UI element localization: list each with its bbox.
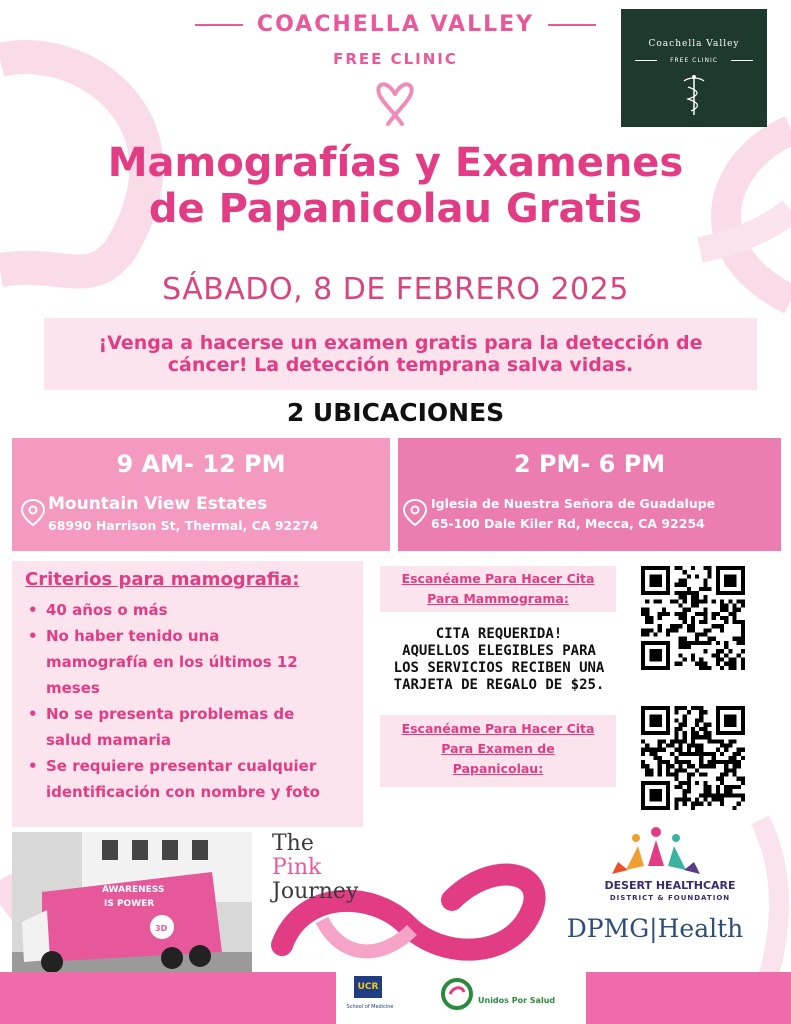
- notice-line: LOS SERVICIOS RECIBEN UNA: [393, 660, 605, 676]
- scan-mammogram-label: [380, 566, 616, 612]
- desert-healthcare-icon: [608, 826, 704, 876]
- pink-journey-logo: [272, 832, 382, 904]
- clinic-logo: [621, 9, 767, 127]
- pink-journey-word: Journey: [272, 879, 359, 904]
- heart-ribbon-icon: [372, 74, 418, 126]
- location-1-address: 68990 Harrison St, Thermal, CA 92274: [48, 518, 319, 533]
- location-1-name: Mountain View Estates: [48, 494, 268, 514]
- criteria-item-text: • No haber tenido una: [46, 627, 220, 645]
- banner-line1: ¡Venga a hacerse un examen gratis para la detección de: [98, 332, 703, 354]
- location-pin-icon: [402, 498, 428, 528]
- caduceus-icon: [681, 73, 707, 117]
- qr-code-pap[interactable]: [641, 706, 745, 810]
- qr-code-mammogram[interactable]: [641, 566, 745, 670]
- truck-text-2: IS POWER: [104, 899, 155, 909]
- main-title: [0, 140, 791, 232]
- logo-rule-left: [635, 60, 657, 61]
- main-title-line1: Mamografías y Examenes: [107, 140, 684, 186]
- criteria-item-text: salud mamaria: [46, 731, 171, 749]
- org-subtitle: FREE CLINIC: [333, 50, 458, 68]
- desert-healthcare-name: DESERT HEALTHCARE: [604, 879, 736, 892]
- pink-journey-word: Pink: [272, 855, 322, 880]
- criteria-item-text: identificación con nombre y foto: [46, 783, 320, 801]
- criteria-list: [28, 597, 358, 805]
- scan-mammogram-line: Para Mammograma:: [427, 591, 569, 606]
- logo-rule-right: [731, 60, 753, 61]
- dpmg-health-logo: DPMG|Health: [566, 914, 744, 943]
- location-2-time: 2 PM- 6 PM: [513, 450, 666, 478]
- scan-pap-line: Escanéame Para Hacer Cita: [401, 721, 595, 736]
- desert-healthcare-sub: DISTRICT & FOUNDATION: [609, 894, 731, 902]
- scan-pap-line: Papanicolau:: [452, 761, 544, 776]
- truck-illustration: [12, 832, 252, 982]
- unidos-por-salud-icon: [440, 976, 474, 1012]
- notice-line: AQUELLOS ELEGIBLES PARA: [402, 643, 596, 659]
- notice-line: CITA REQUERIDA!: [435, 626, 563, 642]
- location-card-1: [12, 438, 390, 551]
- notice-line: TARJETA DE REGALO DE $25.: [393, 677, 605, 693]
- mammography-criteria: [12, 561, 363, 827]
- criteria-item: [28, 597, 358, 623]
- scan-pap-line: Para Examen de: [441, 741, 555, 756]
- title-rule-left: [195, 24, 243, 26]
- scan-pap-label: [380, 715, 616, 787]
- criteria-item: [28, 623, 358, 701]
- event-date: SÁBADO, 8 DE FEBRERO 2025: [162, 272, 629, 307]
- location-2-name: Iglesia de Nuestra Señora de Guadalupe: [431, 496, 716, 511]
- desert-healthcare-logo: [570, 880, 770, 904]
- location-card-2: [398, 438, 781, 551]
- location-pin-icon: [20, 498, 46, 528]
- truck-badge: 3D: [155, 924, 168, 933]
- criteria-item-text: • Se requiere presentar cualquier: [46, 757, 317, 775]
- criteria-item-text: • No se presenta problemas de: [46, 705, 295, 723]
- criteria-item: [28, 701, 358, 753]
- locations-heading: 2 UBICACIONES: [286, 398, 505, 427]
- title-rule-right: [548, 24, 596, 26]
- awareness-banner: [44, 318, 757, 390]
- criteria-item-text: mamografía en los últimos 12: [46, 653, 298, 671]
- truck-text-1: AWARENESS: [102, 885, 165, 895]
- criteria-item-text: • 40 años o más: [46, 601, 168, 619]
- unidos-por-salud-label: Unidos Por Salud: [478, 996, 556, 1005]
- location-2-address: 65-100 Dale Kiler Rd, Mecca, CA 92254: [431, 516, 705, 531]
- criteria-item: [28, 753, 358, 805]
- logo-subtitle: FREE CLINIC: [670, 57, 718, 64]
- pink-journey-word: The: [272, 831, 314, 856]
- scan-mammogram-line: Escanéame Para Hacer Cita: [401, 571, 595, 586]
- logo-title: Coachella Valley: [648, 39, 740, 49]
- mobile-unit-photo: [12, 832, 252, 982]
- ucr-subtitle: School of Medicine: [346, 1004, 394, 1010]
- banner-line2: cáncer! La detección temprana salva vidas.: [167, 354, 634, 376]
- appointment-notice: [366, 626, 632, 694]
- criteria-title: Criterios para mamografia:: [25, 569, 300, 590]
- main-title-line2: de Papanicolau Gratis: [148, 186, 643, 232]
- ucr-logo: UCR: [354, 976, 382, 998]
- location-1-time: 9 AM- 12 PM: [116, 450, 286, 478]
- org-title-text: COACHELLA VALLEY: [256, 12, 535, 37]
- criteria-item-text: meses: [46, 679, 100, 697]
